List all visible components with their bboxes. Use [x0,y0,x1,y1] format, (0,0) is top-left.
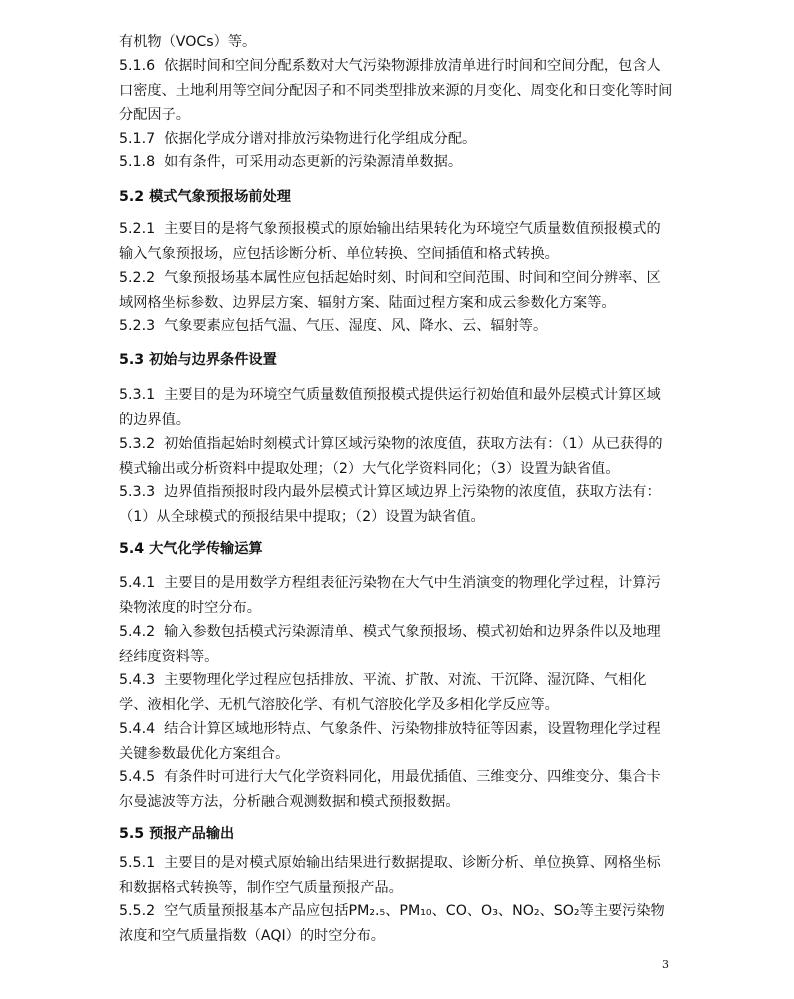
paragraph-5-5-2: 5.5.2 空气质量预报基本产品应包括PM₂.₅、PM₁₀、CO、O₃、NO₂、SO₂等主要污染物浓度和空气质量指数（AQI）的时空分布。 [119,903,665,944]
paragraph-5-4-1: 5.4.1 主要目的是用数学方程组表征污染物在大气中生消演变的物理化学过程，计算污染物浓度的时空分布。 [119,575,661,616]
section-heading-5-2: 5.2 模式气象预报场前处理 [119,189,291,205]
section-heading-5-4: 5.4 大气化学传输运算 [119,541,263,557]
paragraph-5-4-2: 5.4.2 输入参数包括模式污染源清单、模式气象预报场、模式初始和边界条件以及地理经纬度资料等。 [119,624,661,665]
paragraph-5-4-4: 5.4.4 结合计算区域地形特点、气象条件、污染物排放特征等因素，设置物理化学过程关键参数最优化方案组合。 [119,721,661,762]
paragraph-5-3-1: 5.3.1 主要目的是为环境空气质量数值预报模式提供运行初始值和最外层模式计算区域的边界值。 [119,387,661,428]
paragraph-5-4-5: 5.4.5 有条件时可进行大气化学资料同化，用最优插值、三维变分、四维变分、集合卡尔曼滤波等方法，分析融合观测数据和模式预报数据。 [119,769,661,810]
section-heading-5-3: 5.3 初始与边界条件设置 [119,352,277,368]
paragraph-5-2-2: 5.2.2 气象预报场基本属性应包括起始时刻、时间和空间范围、时间和空间分辨率、区域网格坐标参数、边界层方案、辐射方案、陆面过程方案和成云参数化方案等。 [119,270,661,311]
paragraph-5-1-8: 5.1.8 如有条件，可采用动态更新的污染源清单数据。 [119,154,463,170]
paragraph-5-5-1: 5.5.1 主要目的是对模式原始输出结果进行数据提取、诊断分析、单位换算、网格坐标和数据格式转换等，制作空气质量预报产品。 [119,855,661,896]
paragraph-5-1-6: 5.1.6 依据时间和空间分配系数对大气污染物源排放清单进行时间和空间分配，包含人口密度、土地利用等空间分配因子和不同类型排放来源的月变化、周变化和日变化等时间分配因子。 [119,58,673,124]
paragraph-5-2-1: 5.2.1 主要目的是将气象预报模式的原始输出结果转化为环境空气质量数值预报模式的输入气象预报场，应包括诊断分析、单位转换、空间插值和格式转换。 [119,221,661,262]
paragraph-5-2-3: 5.2.3 气象要素应包括气温、气压、湿度、风、降水、云、辐射等。 [119,318,548,334]
paragraph-5-3-2: 5.3.2 初始值指起始时刻模式计算区域污染物的浓度值，获取方法有：（1）从已获得的模式输出或分析资料中提取处理；（2）大气化学资料同化；（3）设置为缺省值。 [119,436,663,477]
paragraph-5-3-3: 5.3.3 边界值指预报时段内最外层模式计算区域边界上污染物的浓度值，获取方法有：（1）从全球模式的预报结果中提取；（2）设置为缺省值。 [119,484,661,525]
paragraph-5-4-3: 5.4.3 主要物理化学过程应包括排放、平流、扩散、对流、干沉降、湿沉降、气相化学、液相化学、无机气溶胶化学、有机气溶胶化学及多相化学反应等。 [119,672,647,713]
section-heading-5-5: 5.5 预报产品输出 [119,826,235,842]
paragraph-5-1-5-tail: 有机物（VOCs）等。 [119,34,257,50]
paragraph-5-1-7: 5.1.7 依据化学成分谱对排放污染物进行化学组成分配。 [119,131,477,147]
page-number: 3 [662,958,669,971]
